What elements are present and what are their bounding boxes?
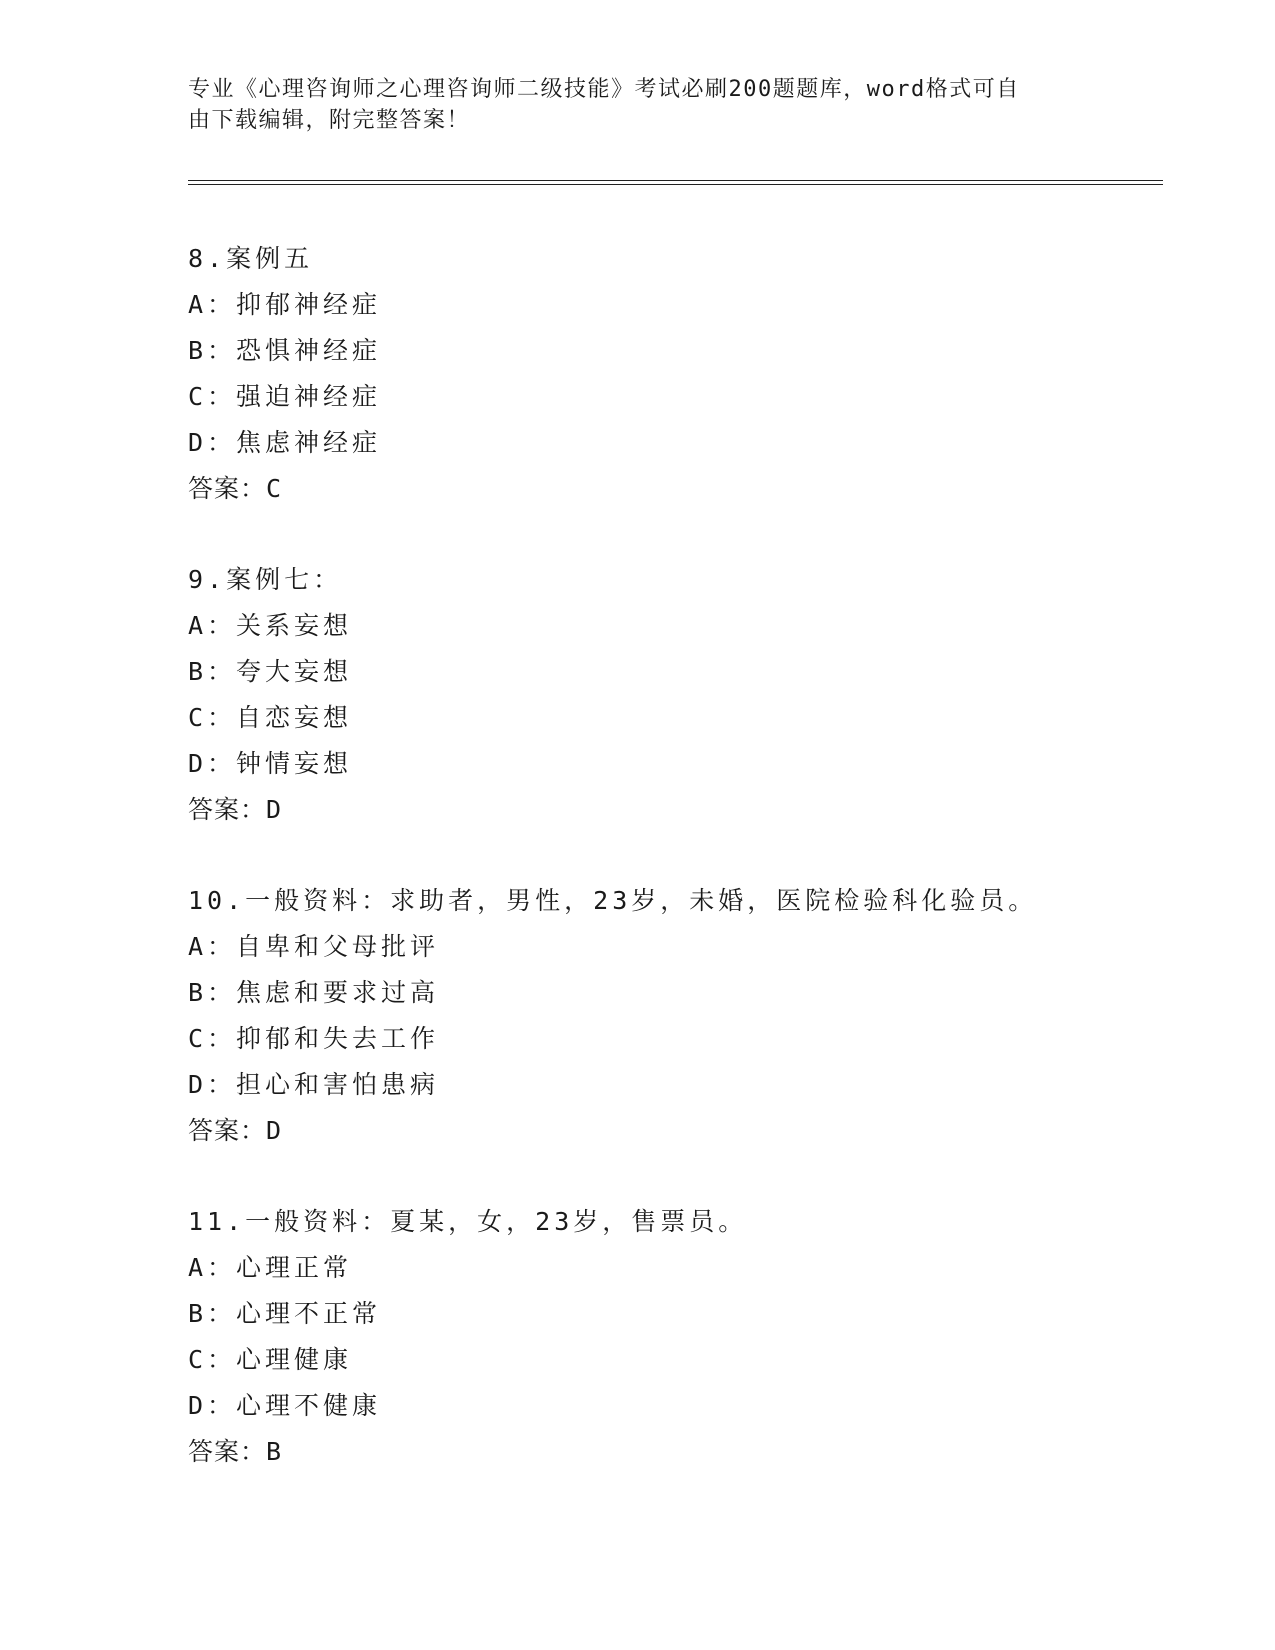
question-title: 8.案例五 <box>188 244 314 273</box>
question-8 <box>188 236 1163 512</box>
option-b: B：焦虑和要求过高 <box>188 978 440 1007</box>
header-line-1: 专业《心理咨询师之心理咨询师二级技能》考试必刷200题题库，word格式可自 <box>188 77 1020 102</box>
answer: 答案：C <box>188 474 283 503</box>
question-title: 10.一般资料：求助者，男性，23岁，未婚，医院检验科化验员。 <box>188 886 1038 915</box>
question-10 <box>188 878 1163 1154</box>
answer: 答案：D <box>188 795 283 824</box>
option-d: D：担心和害怕患病 <box>188 1070 440 1099</box>
option-b: B：夸大妄想 <box>188 657 353 686</box>
option-d: D：心理不健康 <box>188 1391 382 1420</box>
question-list <box>188 236 1163 1520</box>
option-c: C：强迫神经症 <box>188 382 382 411</box>
option-c: C：自恋妄想 <box>188 703 353 732</box>
answer: 答案：D <box>188 1116 283 1145</box>
header-divider-bottom <box>188 184 1163 185</box>
option-c: C：抑郁和失去工作 <box>188 1024 440 1053</box>
page-header <box>188 74 1068 136</box>
option-b: B：恐惧神经症 <box>188 336 382 365</box>
option-a: A：抑郁神经症 <box>188 290 382 319</box>
option-d: D：钟情妄想 <box>188 749 353 778</box>
question-11 <box>188 1199 1163 1475</box>
answer: 答案：B <box>188 1437 283 1466</box>
question-9 <box>188 557 1163 833</box>
question-title: 11.一般资料：夏某，女，23岁，售票员。 <box>188 1207 748 1236</box>
option-c: C：心理健康 <box>188 1345 353 1374</box>
header-line-2: 由下载编辑，附完整答案！ <box>188 108 471 133</box>
option-b: B：心理不正常 <box>188 1299 382 1328</box>
option-a: A：心理正常 <box>188 1253 353 1282</box>
option-d: D：焦虑神经症 <box>188 428 382 457</box>
option-a: A：关系妄想 <box>188 611 353 640</box>
question-title: 9.案例七： <box>188 565 343 594</box>
option-a: A：自卑和父母批评 <box>188 932 440 961</box>
header-divider-top <box>188 180 1163 181</box>
